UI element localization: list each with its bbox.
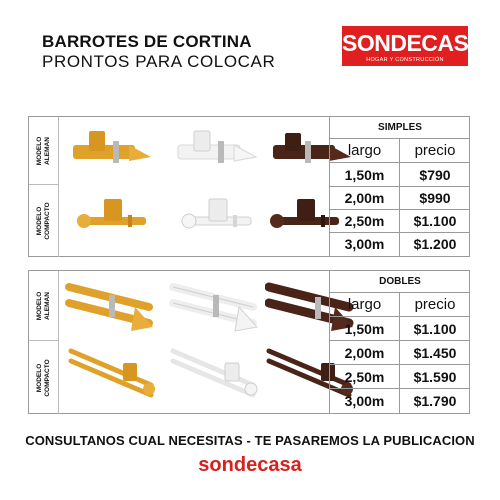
logo-name: SONDECASA [342,30,485,56]
dobles-price-table [329,271,469,413]
dobles-aleman-label: MODELO ALEMAN [35,291,51,320]
largo-cell: 1,50m [330,163,400,186]
largo-cell: 2,50m [330,210,400,232]
compacto-simple-wood-product [74,191,154,249]
table-row [330,341,470,365]
table-row [330,365,470,389]
col-precio-header: precio [414,142,456,159]
footer-message: CONSULTANOS CUAL NECESITAS - TE PASAREMOS LA PUBLICACION [25,433,475,448]
dobles-table-title: DOBLES [330,271,470,293]
precio-cell: $1.100 [413,213,457,229]
precio-cell: $1.100 [413,321,457,337]
largo-cell: 3,00m [330,233,400,256]
compacto-doble-wood-product [67,345,157,405]
simples-aleman-label-cell [29,117,59,185]
simples-compacto-label-cell [29,185,59,257]
table-row [330,210,470,233]
col-largo-header: largo [330,293,400,316]
simples-table-title: SIMPLES [330,117,470,139]
table-row [330,317,470,341]
simples-panel [28,116,470,257]
col-precio-header: precio [414,296,456,313]
largo-cell: 2,00m [330,187,400,209]
col-largo-header: largo [330,139,400,162]
dobles-table-header-row [330,293,470,317]
aleman-simple-wood-product [69,125,154,175]
table-row [330,389,470,413]
precio-cell: $990 [419,190,451,206]
dobles-compacto-label-cell [29,341,59,414]
largo-cell: 2,00m [330,341,400,364]
brand-logo [342,26,485,66]
aleman-doble-white-product [169,277,259,335]
logo-tagline: HOGAR Y CONSTRUCCIÓN [366,57,444,63]
table-row [330,163,470,187]
table-row [330,233,470,256]
simples-table-header-row [330,139,470,163]
simples-aleman-label: MODELO ALEMAN [35,136,51,165]
simples-price-table [329,117,469,256]
simples-compacto-label: MODELO COMPACTO [35,202,51,240]
compacto-doble-white-product [169,345,259,405]
table-row [330,187,470,210]
page-subtitle: PRONTOS PARA COLOCAR [42,52,276,71]
precio-cell: $1.590 [413,369,457,385]
footer-brand: sondecasa [198,454,302,476]
precio-cell: $1.200 [413,236,457,252]
page-title: BARROTES DE CORTINA [42,32,252,51]
largo-cell: 1,50m [330,317,400,340]
precio-cell: $790 [419,167,451,183]
precio-cell: $1.450 [413,345,457,361]
largo-cell: 2,50m [330,365,400,388]
dobles-panel [28,270,470,414]
precio-cell: $1.790 [413,393,457,409]
aleman-simple-white-product [174,125,259,175]
largo-cell: 3,00m [330,389,400,413]
aleman-doble-wood-product [65,277,155,335]
compacto-simple-white-product [179,191,259,249]
dobles-aleman-label-cell [29,271,59,341]
dobles-compacto-label: MODELO COMPACTO [35,358,51,397]
